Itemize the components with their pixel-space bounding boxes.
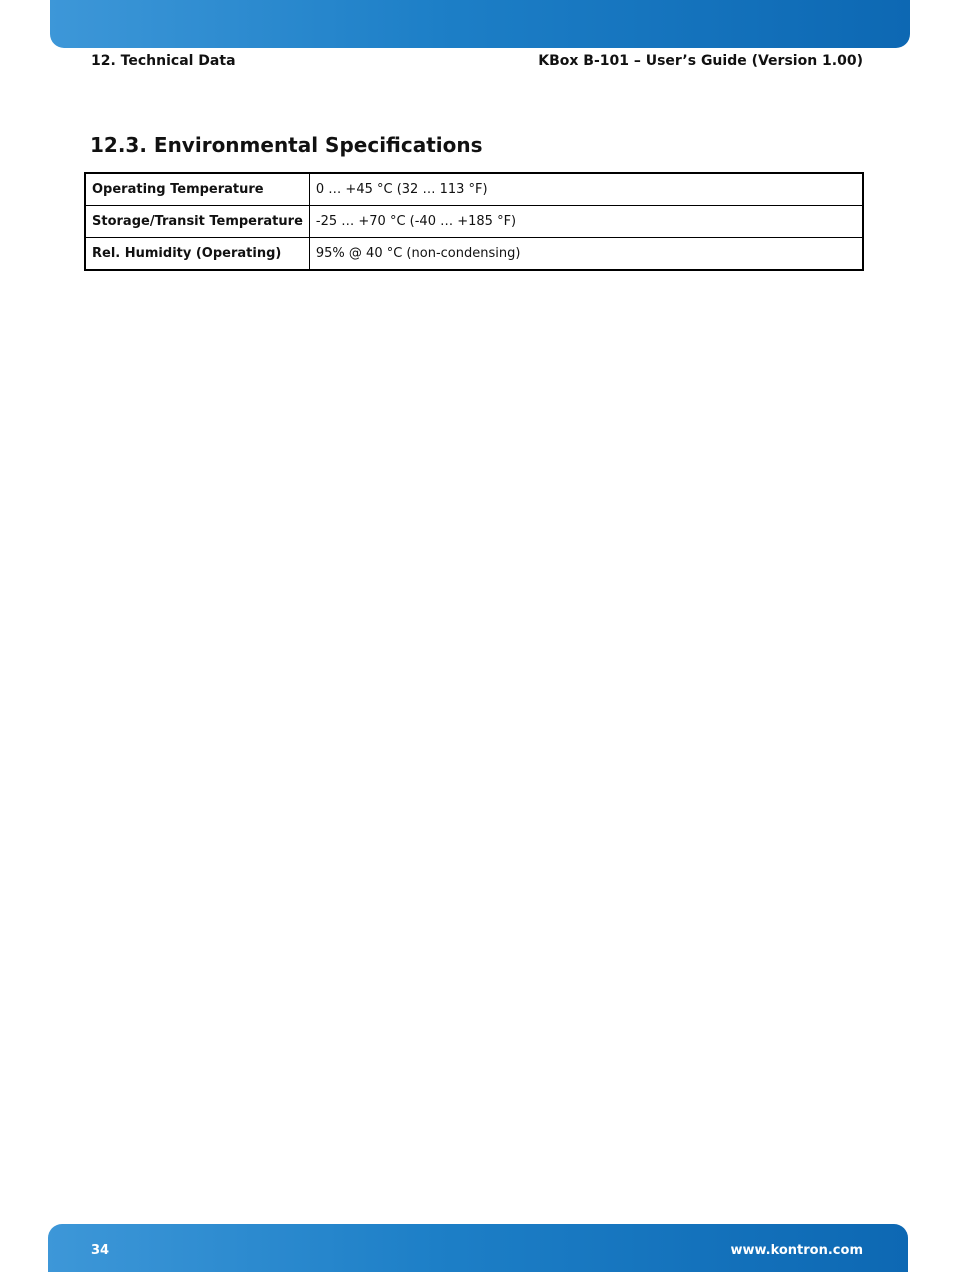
footer-website-link[interactable]: www.kontron.com: [730, 1243, 863, 1258]
spec-label-cell: Storage/Transit Temperature: [85, 206, 309, 238]
spec-value-cell: 95% @ 40 °C (non-condensing): [309, 238, 863, 271]
spec-label-cell: Operating Temperature: [85, 173, 309, 206]
chapter-title: 12. Technical Data: [91, 53, 236, 69]
table-row: [85, 238, 863, 271]
table-row: [85, 206, 863, 238]
spec-value-cell: -25 … +70 °C (-40 … +185 °F): [309, 206, 863, 238]
header-banner: [50, 0, 910, 48]
page-number: 34: [91, 1243, 110, 1258]
spec-label-cell: Rel. Humidity (Operating): [85, 238, 309, 271]
document-title: KBox B-101 – User’s Guide (Version 1.00): [538, 53, 863, 69]
spec-value-cell: 0 … +45 °C (32 … 113 °F): [309, 173, 863, 206]
table-row: [85, 173, 863, 206]
section-heading: 12.3. Environmental Specifications: [90, 133, 483, 157]
environmental-spec-table: [84, 172, 864, 271]
